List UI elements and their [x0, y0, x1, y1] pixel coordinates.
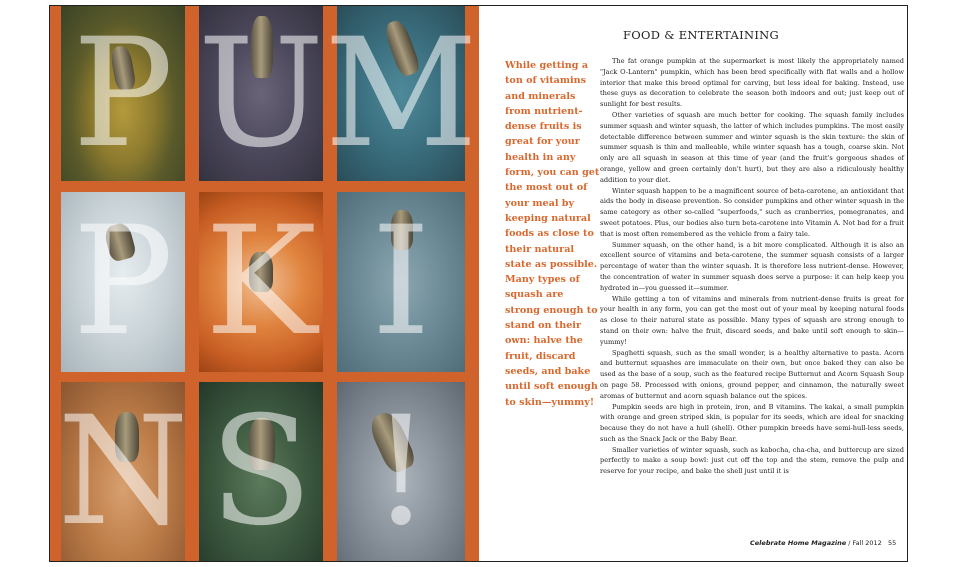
article-paragraph: Winter squash happen to be a magnificent source of beta-carotene, an antioxidant that aids the body in disease prevention. So consider pumpkins and other winter squash in the same category as other so-called "superfoods," such as cranberries, pomegranates, and sweet potatoes. Plus, our bodies also turn beta-carotene into Vitamin A. Not bad for a fruit that is most often remembered as the vehicle from a fairy tale.	[600, 186, 904, 238]
tile-letter: P	[72, 6, 174, 181]
issue-date: / Fall 2012	[848, 539, 882, 547]
tile-letter: S	[209, 384, 313, 559]
article-paragraph: The fat orange pumpkin at the supermarket is most likely the appropriately named "Jack O-Lantern" pumpkin, which has been bred specifically with flat walls and a hollow interior that make this breed optimal for carving, but less ideal for baking. Instead, use these guys as decoration to celebrate the season both indoors and out; just keep out of sunlight for best results.	[600, 57, 904, 109]
tile-letter: !	[370, 384, 432, 559]
tile-letter: P	[72, 195, 174, 369]
tile-letter: K	[204, 195, 318, 369]
photo-tile-7	[57, 382, 189, 561]
article-paragraph: Other varieties of squash are much better for cooking. The squash family includes summer squash and winter squash, the latter of which includes pumpkins. The most easily detectable difference between summer and winter squash is the skin texture: the skin of summer squash is thin and malleable, while winter squash has a tough, coarse skin. Not only are all squash in season at this time of year (and the fruit's gorgeous shades of orange, yellow and green certainly don't hurt), but they are also a ridiculously healthy addition to your diet.	[600, 110, 904, 184]
photo-tile-5	[199, 192, 323, 372]
left-page	[50, 6, 479, 561]
photo-tile-3	[324, 6, 478, 181]
article-paragraph: While getting a ton of vitamins and minerals from nutrient-dense fruits is great for your health in any form, you can get the most out of your meal by keeping natural foods as close to their natural state as possible. Many types of squash are strong enough to stand on their own: halve the fruit, discard seeds, and bake until soft enough to skin—yummy!	[600, 294, 904, 346]
photo-tile-4	[61, 192, 185, 372]
tile-letter: I	[371, 195, 431, 369]
article-paragraph: Summer squash, on the other hand, is a bit more complicated. Although it is also an excellent source of vitamins and beta-carotene, the summer squash consists of a larger percentage of water than the winter squash. It is therefore less nutrient-dense. However, the concentration of water in summer squash does serve a purpose: it can help keep you hydrated in—you guessed it—summer.	[600, 240, 904, 292]
pumpkin-photo-grid	[57, 6, 478, 561]
article-body	[600, 56, 904, 477]
tile-letter: N	[57, 384, 189, 559]
magazine-spread	[49, 5, 908, 562]
section-title: FOOD & ENTERTAINING	[623, 28, 780, 42]
photo-tile-2	[199, 6, 323, 181]
page-number: 55	[888, 539, 897, 547]
pull-quote: While getting a ton of vitamins and minerals from nutrient-dense fruits is great for your health in any form, you can get the most out of your meal by keeping natural foods as close to their natural state as possible. Many types of squash are strong enough to stand on their own: halve the fruit, discard seeds, and bake until soft enough to skin—yummy!	[505, 60, 600, 408]
tile-letter: U	[197, 6, 325, 181]
photo-tile-9	[337, 382, 465, 561]
article-paragraph: Pumpkin seeds are high in protein, iron, and B vitamins. The kakai, a small pumpkin with orange and green striped skin, is popular for its seeds, which are ideal for snacking because they do not have a hull (shell). Other pumpkin breeds have semi-hull-less seeds, such as the Snack Jack or the Baby Bear.	[600, 402, 904, 443]
article-paragraph: Spaghetti squash, such as the small wonder, is a healthy alternative to pasta. Acorn and butternut squashes are immaculate on their own, but once baked they can also be used as the base of a soup, such as the featured recipe Butternut and Acorn Squash Soup on page 58. Processed with onions, ground pepper, and cinnamon, the naturally sweet aromas of butternut and acorn squash balance out the spices.	[600, 348, 904, 400]
photo-tile-1	[61, 6, 185, 181]
page-footer	[750, 539, 896, 547]
photo-tile-8	[199, 382, 323, 561]
tile-letter: M	[324, 6, 478, 181]
article-paragraph: Smaller varieties of winter squash, such as kabocha, cha-cha, and buttercup are sized perfectly to make a soup bowl: just cut off the top and the stem, remove the pulp and reserve for your recipe, and bake the shell just until it is	[600, 445, 904, 476]
magazine-name: Celebrate Home Magazine	[750, 539, 847, 547]
photo-tile-6	[337, 192, 465, 372]
